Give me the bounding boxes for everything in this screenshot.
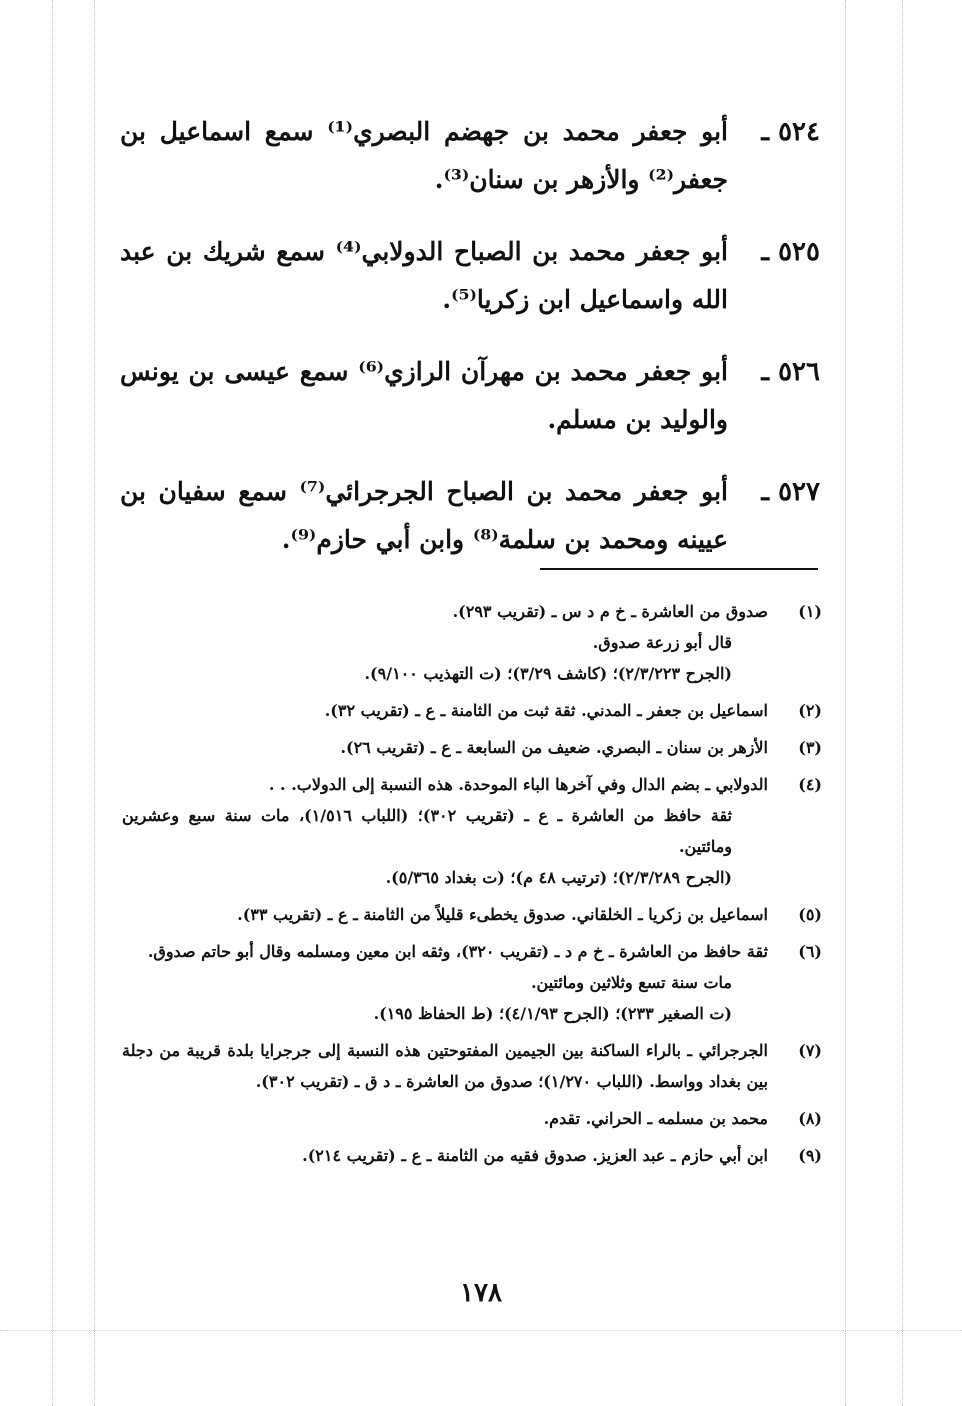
entry-number: ٥٢٤ ـ xyxy=(761,117,820,147)
entry xyxy=(120,348,820,444)
footnote-line: محمد بن مسلمه ـ الحراني. تقدم. xyxy=(543,1109,768,1128)
entry-text: أبو جعفر محمد بن جهضم البصري⁽¹⁾ سمع اسماعيل بن جعفر⁽²⁾ والأزهر بن سنان⁽³⁾. xyxy=(120,117,728,194)
footnote-separator xyxy=(540,568,818,570)
entries-list xyxy=(120,108,820,588)
footnote-line: اسماعيل بن جعفر ـ المدني. ثقة ثبت من الثامنة ـ ع ـ (تقريب ٣٢). xyxy=(324,701,768,720)
footnote-line: قال أبو زرعة صدوق. xyxy=(592,633,732,652)
footnote-body xyxy=(122,695,768,726)
footnote-line: الجرجرائي ـ بالراء الساكنة بين الجيمين المفتوحتين هذه النسبة إلى جرجرايا بلدة قريبة من دجلة بين بغداد وواسط. (اللباب ١/٢٧٠)؛ صدوق من العاشرة ـ د ق ـ (تقريب ٣٠٢). xyxy=(122,1041,768,1091)
footnote-line: ثقة حافظ من العاشرة ـ خ م د ـ (تقريب ٣٢٠)، وثقه ابن معين ومسلمه وقال أبو حاتم صدوق. xyxy=(147,942,768,961)
entry xyxy=(120,228,820,324)
entry xyxy=(120,108,820,204)
scan-guide-line xyxy=(94,0,95,1406)
footnote-body xyxy=(122,596,768,689)
footnote-number: (٧) xyxy=(798,1041,822,1060)
footnote-body xyxy=(122,1103,768,1134)
page-number: ١٧٨ xyxy=(460,1278,502,1308)
footnote-number: (٢) xyxy=(798,701,822,720)
footnote-body xyxy=(122,899,768,930)
entry-number: ٥٢٥ ـ xyxy=(761,237,820,267)
entry-text: أبو جعفر محمد بن مهرآن الرازي⁽⁶⁾ سمع عيسى بن يونس والوليد بن مسلم. xyxy=(120,357,728,434)
footnote-number: (٩) xyxy=(798,1146,822,1165)
footnote-body xyxy=(122,732,768,763)
footnote-line: مات سنة تسع وثلاثين ومائتين. xyxy=(530,973,732,992)
footnote-line: الأزهر بن سنان ـ البصري. ضعيف من السابعة ـ ع ـ (تقريب ٢٦). xyxy=(340,738,768,757)
footnote-number: (٤) xyxy=(798,775,822,794)
footnote-line: (الجرح ٢/٣/٢٢٣)؛ (كاشف ٣/٢٩)؛ (ت التهذيب ٩/١٠٠). xyxy=(364,664,732,683)
footnote xyxy=(122,695,822,726)
footnote-body xyxy=(122,769,768,893)
footnote-number: (٨) xyxy=(798,1109,822,1128)
footnote xyxy=(122,596,822,689)
footnote-number: (٣) xyxy=(798,738,822,757)
footnote-line: اسماعيل بن زكريا ـ الخلقاني. صدوق يخطىء قليلاً من الثامنة ـ ع ـ (تقريب ٣٣). xyxy=(237,905,768,924)
footnote-line: ثقة حافظ من العاشرة ـ ع ـ (تقريب ٣٠٢)؛ (اللباب ١/٥١٦)، مات سنة سبع وعشرين ومائتين. xyxy=(122,806,733,856)
entry xyxy=(120,468,820,564)
footnote-number: (٥) xyxy=(798,905,822,924)
footnote-number: (٦) xyxy=(798,942,822,961)
footnotes-list xyxy=(122,596,822,1177)
entry-number: ٥٢٦ ـ xyxy=(761,357,820,387)
footnote xyxy=(122,1103,822,1134)
footnote xyxy=(122,769,822,893)
footnote xyxy=(122,1140,822,1171)
scan-guide-line xyxy=(0,1330,962,1331)
entry-text: أبو جعفر محمد بن الصباح الدولابي⁽⁴⁾ سمع شريك بن عبد الله واسماعيل ابن زكريا⁽⁵⁾. xyxy=(120,237,728,314)
footnote xyxy=(122,732,822,763)
footnote-line: (ت الصغير ٢٣٣)؛ (الجرح ٤/١/٩٣)؛ (ط الحفاظ ١٩٥). xyxy=(373,1004,732,1023)
footnote-line: ابن أبي حازم ـ عبد العزيز. صدوق فقيه من الثامنة ـ ع ـ (تقريب ٢١٤). xyxy=(302,1146,768,1165)
footnote-body xyxy=(122,1035,768,1097)
entry-text: أبو جعفر محمد بن الصباح الجرجرائي⁽⁷⁾ سمع سفيان بن عيينه ومحمد بن سلمة⁽⁸⁾ وابن أبي حازم⁽⁹⁾. xyxy=(120,477,728,554)
scan-guide-line xyxy=(902,0,903,1406)
footnote xyxy=(122,936,822,1029)
footnote-line: الدولابي ـ بضم الدال وفي آخرها الباء الموحدة. هذه النسبة إلى الدولاب. . . xyxy=(268,775,768,794)
footnote xyxy=(122,1035,822,1097)
footnote xyxy=(122,899,822,930)
footnote-body xyxy=(122,936,768,1029)
footnote-line: (الجرح ٢/٣/٢٨٩)؛ (ترتيب ٤٨ م)؛ (ت بغداد ٥/٣٦٥). xyxy=(385,868,732,887)
footnote-body xyxy=(122,1140,768,1171)
footnote-line: صدوق من العاشرة ـ خ م د س ـ (تقريب ٢٩٣). xyxy=(452,602,768,621)
footnote-number: (١) xyxy=(798,602,822,621)
scan-guide-line xyxy=(52,0,53,1406)
scan-guide-line xyxy=(845,0,846,1406)
entry-number: ٥٢٧ ـ xyxy=(761,477,820,507)
